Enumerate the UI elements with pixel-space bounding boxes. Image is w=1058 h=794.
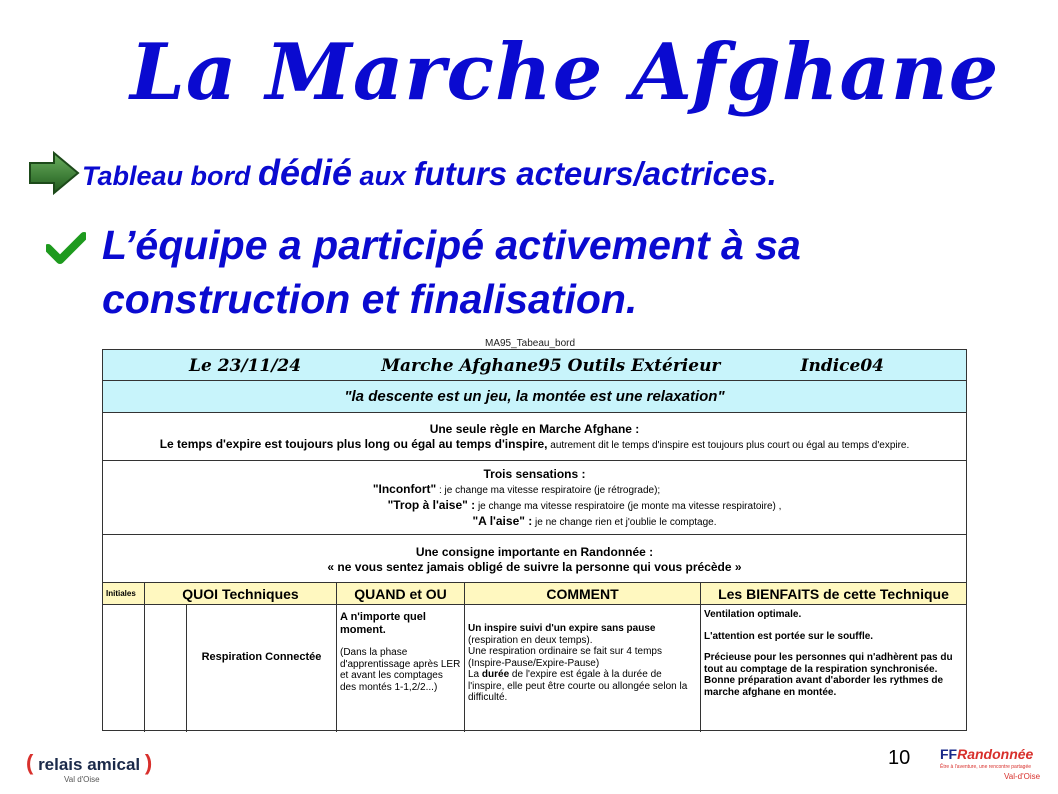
subtitle <box>82 152 777 202</box>
arrow-right-icon <box>28 150 82 196</box>
cell-bienfaits <box>701 605 966 732</box>
cell-blank <box>145 605 187 732</box>
quand-bold: A n'importe quel moment. <box>340 611 426 636</box>
consigne-text: « ne vous sentez jamais obligé de suivre la personne qui vous précède » <box>327 560 742 574</box>
sensation-1-label: "Inconfort" <box>372 482 437 496</box>
col-bienfaits: Les BIENFAITS de cette Technique <box>718 586 949 602</box>
logo-paren-right: ) <box>144 750 153 775</box>
ffr-rando: Randonnée <box>957 746 1034 762</box>
column-header-row <box>103 583 966 605</box>
comment-line-3b: durée <box>481 669 510 680</box>
cell-initiales <box>103 605 145 732</box>
col-comment: COMMENT <box>465 583 701 604</box>
quote-text: "la descente est un jeu, la montée est une relaxation" <box>344 388 725 405</box>
subtitle-part-3: aux <box>352 161 414 191</box>
header-name: Marche Afghane95 Outils Extérieur <box>381 355 721 376</box>
checkmark-icon <box>46 232 86 264</box>
rule-normal: autrement dit le temps d'inspire est toujours plus court ou égal au temps d'expire. <box>547 440 910 451</box>
header-date: Le 23/11/24 <box>189 355 302 376</box>
bienfait-1: Ventilation optimale. <box>704 609 802 620</box>
header-index: Indice04 <box>800 355 884 376</box>
quote-row <box>103 381 966 413</box>
comment-bold: Un inspire suivi d'un expire sans pause <box>468 623 656 634</box>
ffr-tagline: Être à l'aventure, une rencontre partagée <box>940 764 1032 770</box>
bienfait-4: Bonne préparation avant d'aborder les rythmes de marche afghane en montée. <box>704 675 944 698</box>
cell-quand <box>337 605 465 732</box>
page-number: 10 <box>888 747 911 769</box>
ffr-region: Val-d'Oise <box>1004 772 1041 781</box>
table-row <box>103 605 966 732</box>
document-name: MA95_Tabeau_bord <box>485 338 576 349</box>
sensations-row <box>103 461 966 535</box>
relais-amical-logo <box>26 748 156 788</box>
col-initiales: Initiales <box>103 583 145 604</box>
quand-text: (Dans la phase d'apprentissage après LER et avant les comptages des montés 1-1,2/2...) <box>340 647 461 693</box>
sensation-3-text: je ne change rien et j'oublie le comptage. <box>532 517 717 528</box>
subtitle-part-1: Tableau bord <box>82 161 259 191</box>
bienfait-2: L'attention est portée sur le souffle. <box>704 630 874 642</box>
logo-name: relais amical <box>38 755 141 774</box>
comment-line-1: (respiration en deux temps). <box>468 634 593 646</box>
ffr-ff: FF <box>940 746 958 762</box>
comment-line-3c: de l'expire est égale à la durée de l'inspire, elle peut être courte ou allongée selon la difficulté. <box>468 669 688 703</box>
subtitle-part-4: futurs acteurs/actrices. <box>413 155 777 192</box>
col-quand: QUAND et OU <box>337 583 465 604</box>
ffrandonnee-logo <box>940 744 1058 786</box>
cell-comment <box>465 605 701 732</box>
logo-paren-left: ( <box>26 750 34 775</box>
sensations-title: Trois sensations : <box>483 467 586 481</box>
consigne-row <box>103 535 966 583</box>
bienfait-3: Précieuse pour les personnes qui n'adhèrent pas du tout au comptage de la respiration synchronisée. <box>704 652 953 675</box>
consigne-title: Une consigne importante en Randonnée : <box>415 545 654 559</box>
sensation-2-label: "Trop à l'aise" : <box>387 498 476 512</box>
cell-quoi: Respiration Connectée <box>187 605 337 732</box>
bullet-row <box>46 218 1006 328</box>
dashboard-table <box>102 349 967 731</box>
subtitle-row <box>28 150 1038 196</box>
slide-title: La Marche Afghane <box>130 27 1000 118</box>
sensation-3-label: "A l'aise" : <box>472 514 533 528</box>
logo-subtitle: Val d'Oise <box>64 775 100 784</box>
comment-line-2: Une respiration ordinaire se fait sur 4 temps (Inspire-Pause/Expire-Pause) <box>468 646 662 669</box>
rule-bold: Le temps d'expire est toujours plus long ou égal au temps d'inspire, <box>159 437 548 451</box>
bullet-text: L’équipe a participé activement à sa construction et finalisation. <box>102 222 801 322</box>
header-row <box>103 350 966 381</box>
sensation-1-text: : je change ma vitesse respiratoire (je rétrograde); <box>436 485 661 496</box>
rule-title: Une seule règle en Marche Afghane : <box>429 422 640 436</box>
col-quoi: QUOI Techniques <box>145 583 337 604</box>
rule-row <box>103 413 966 461</box>
comment-line-3a: La <box>468 669 482 680</box>
subtitle-part-2: dédié <box>258 152 353 193</box>
sensation-2-text: je change ma vitesse respiratoire (je monte ma vitesse respiratoire) , <box>475 501 782 512</box>
